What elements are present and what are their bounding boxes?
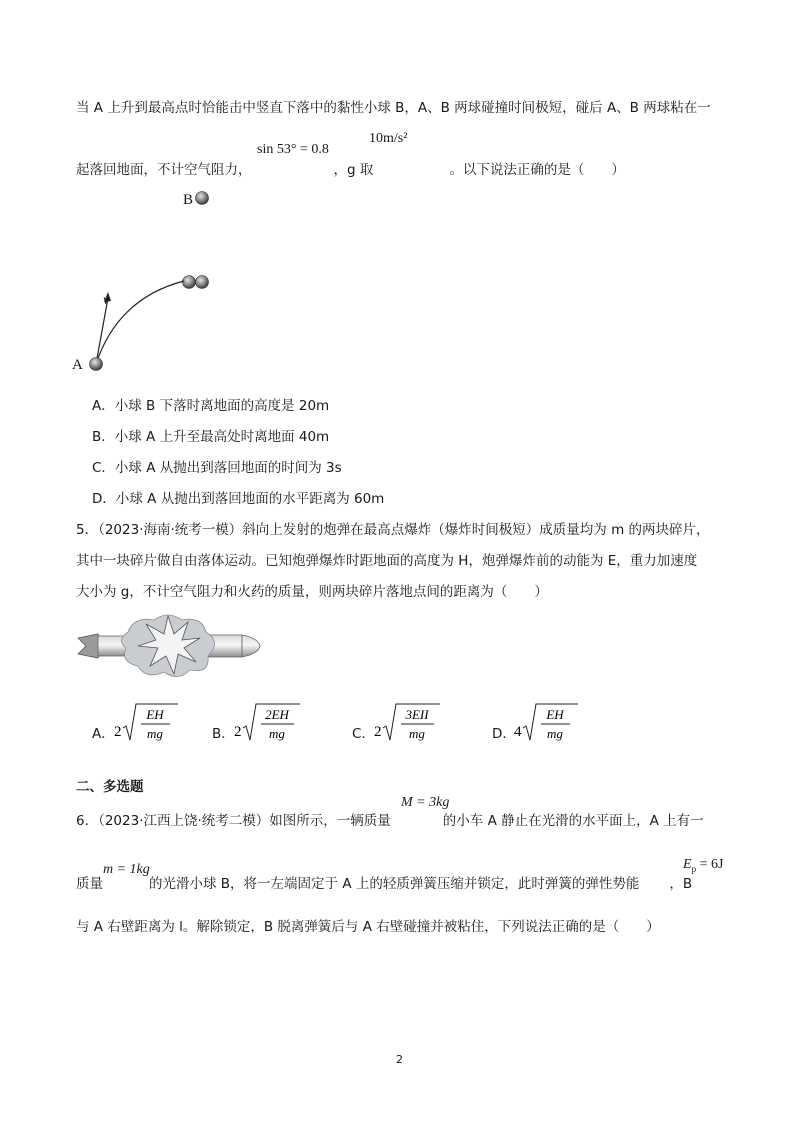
ball-merged-right [196, 276, 209, 289]
q5-line3: 大小为 g，不计空气阻力和火药的质量，则两块碎片落地点间的距离为（ ） [76, 584, 548, 600]
q6-line2 [76, 872, 692, 892]
q5-option-a-letter: A． [92, 726, 115, 742]
q6-line1-part-a: 6．（2023·江西上饶·统考二模）如图所示，一辆质量 [76, 813, 391, 829]
svg-text:2: 2 [234, 724, 242, 740]
q6-line2-part-a: 质量 [76, 876, 103, 892]
ball-b [196, 192, 209, 205]
ball-merged-left [183, 276, 196, 289]
q4-line2-part-c: 。以下说法正确的是（ ） [449, 162, 625, 178]
q4-intro-line2 [76, 158, 625, 178]
q6-line1 [76, 809, 704, 829]
svg-text:mg: mg [547, 726, 563, 741]
svg-text:EH: EH [546, 707, 564, 722]
formula-g-value: 10m/s² [369, 131, 408, 146]
q6-line2-part-c: ，B [669, 876, 693, 892]
shell-nose [242, 635, 260, 657]
formula-sin53: sin 53° = 0.8 [257, 142, 329, 157]
formula-mass-car: M = 3kg [401, 795, 450, 810]
q6-line3: 与 A 右壁距离为 l。解除锁定，B 脱离弹簧后与 A 右壁碰撞并被粘住，下列说法正确的是（ ） [76, 919, 660, 935]
svg-text:2EH: 2EH [265, 707, 289, 722]
page-number: 2 [396, 1053, 403, 1066]
svg-text:2: 2 [114, 724, 122, 740]
svg-text:4: 4 [514, 724, 522, 740]
label-b: B [183, 192, 194, 208]
q4-option-c: C．小球 A 从抛出到落回地面的时间为 3s [92, 460, 342, 476]
q5-option-c-letter: C． [352, 726, 375, 742]
svg-text:mg: mg [147, 726, 163, 741]
svg-text:3EII: 3EII [405, 707, 429, 722]
q4-intro-line1: 当 A 上升到最高点时恰能击中竖直下落中的黏性小球 B，A、B 两球碰撞时间极短，碰后 A、B 两球粘在一 [76, 100, 711, 116]
svg-text:2: 2 [374, 724, 382, 740]
q5-option-b-letter: B． [212, 726, 235, 742]
section-heading-multiple-choice: 二、多选题 [76, 779, 144, 795]
shell-explosion-figure [76, 612, 266, 680]
projectile-figure [60, 180, 260, 380]
q5-option-b-formula [234, 700, 300, 744]
formula-mass-ball: m = 1kg [103, 862, 150, 877]
q4-option-a: A．小球 B 下落时离地面的高度是 20m [92, 398, 330, 414]
label-v: v [103, 293, 110, 308]
ball-a [90, 358, 103, 371]
q4-option-d: D．小球 A 从抛出到落回地面的水平距离为 60m [92, 491, 385, 507]
svg-text:EH: EH [146, 707, 164, 722]
q4-line2-part-a: 起落回地面，不计空气阻力， [76, 162, 252, 178]
q5-option-d-formula [514, 700, 574, 744]
svg-text:mg: mg [269, 726, 285, 741]
q4-option-b: B．小球 A 上升至最高处时离地面 40m [92, 429, 330, 445]
q5-line1: 5．（2023·海南·统考一模）斜向上发射的炮弹在最高点爆炸（爆炸时间极短）成质量均为 m 的两块碎片， [76, 522, 710, 538]
svg-text:mg: mg [409, 726, 425, 741]
q5-option-d-letter: D． [492, 726, 516, 742]
q6-line1-part-b: 的小车 A 静止在光滑的水平面上，A 上有一 [442, 813, 704, 829]
q4-line2-part-b: ，g 取 [333, 162, 374, 178]
q5-option-a-formula [114, 700, 174, 744]
label-a: A [72, 357, 83, 373]
q6-line2-part-b: 的光滑小球 B，将一左端固定于 A 上的轻质弹簧压缩并锁定，此时弹簧的弹性势能 [149, 876, 640, 892]
q5-line2: 其中一块碎片做自由落体运动。已知炮弹爆炸时距地面的高度为 H，炮弹爆炸前的动能为 E，重力加速度 [76, 553, 698, 569]
q5-option-c-formula [374, 700, 440, 744]
formula-elastic-energy: $E_p = 6J$ [683, 857, 724, 874]
